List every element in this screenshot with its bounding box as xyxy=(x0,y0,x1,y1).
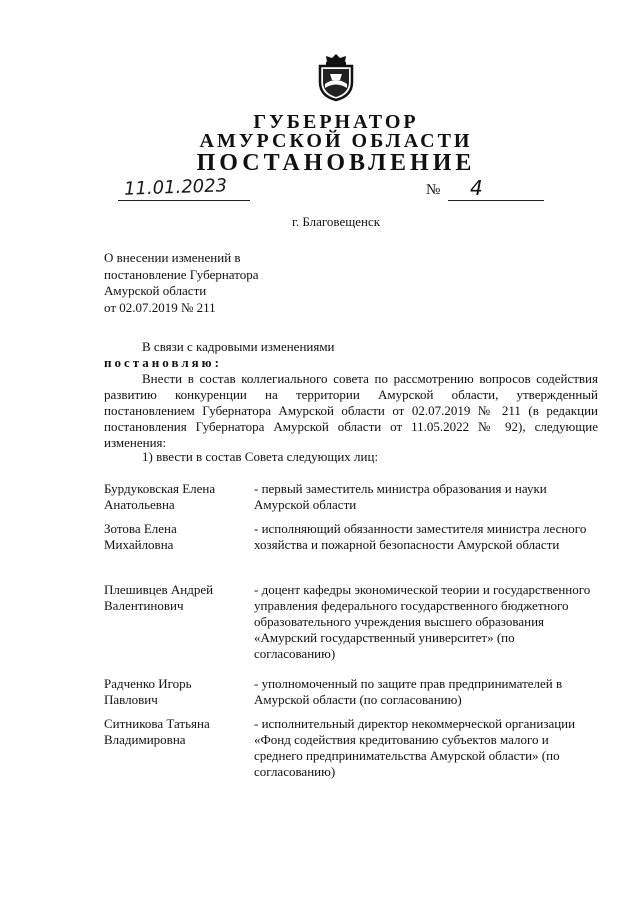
member-name: Радченко Игорь Павлович xyxy=(104,676,192,707)
member-role: - доцент кафедры экономической теории и государственного управления федерального государственного бюджетного образовательного учреждения высшего образования «Амурский государственный университет» (по согласованию) xyxy=(254,582,591,661)
coat-of-arms-icon xyxy=(316,52,356,102)
member-role: - уполномоченный по защите прав предпринимателей в Амурской области (по согласованию) xyxy=(254,676,563,707)
member-name: Зотова Елена Михайловна xyxy=(104,521,177,552)
subject-line: постановление Губернатора xyxy=(104,266,259,282)
decree-word: постановляю: xyxy=(104,355,222,370)
member-role: - исполнительный директор некоммерческой организации «Фонд содействия кредитованию субъектов малого и среднего предпринимательства Амурской области» (по согласованию) xyxy=(254,716,576,779)
region-heading: АМУРСКОЙ ОБЛАСТИ xyxy=(199,130,473,152)
document-subject xyxy=(104,250,364,316)
city-line: г. Благовещенск xyxy=(291,214,381,229)
member-name: Плешивцев Андрей Валентинович xyxy=(104,582,214,613)
document-number: 4 xyxy=(470,176,483,200)
member-name: Бурдуковская Елена Анатольевна xyxy=(104,481,216,512)
number-label: № xyxy=(426,182,441,198)
main-paragraph: Внести в состав коллегиального совета по рассмотрению вопросов содействия развитию конкуренции на территории Амурской области, утвержденный постановлением Губернатора Амурской области от 02.07.2019 № 211 (в редакции постановления Губернатора Амурской области от 11.05.2022 № 92), следующие изменения: xyxy=(104,371,598,450)
reason-paragraph: В связи с кадровыми изменениями xyxy=(142,339,335,354)
number-underline xyxy=(448,184,544,201)
subject-line: от 02.07.2019 № 211 xyxy=(104,299,216,315)
member-role: - первый заместитель министра образования и науки Амурской области xyxy=(254,481,547,512)
document-date: 11.01.2023 xyxy=(123,175,228,200)
subject-line: Амурской области xyxy=(104,283,207,298)
subject-line: О внесении изменений в xyxy=(104,250,241,265)
member-name: Ситникова Татьяна Владимировна xyxy=(104,716,210,747)
governor-heading: ГУБЕРНАТОР xyxy=(253,111,419,133)
member-role: - исполняющий обязанности заместителя министра лесного хозяйства и пожарной безопасности Амурской области xyxy=(254,521,587,552)
document-type-heading: ПОСТАНОВЛЕНИЕ xyxy=(196,150,476,176)
item-paragraph: 1) ввести в состав Совета следующих лиц: xyxy=(142,449,379,464)
